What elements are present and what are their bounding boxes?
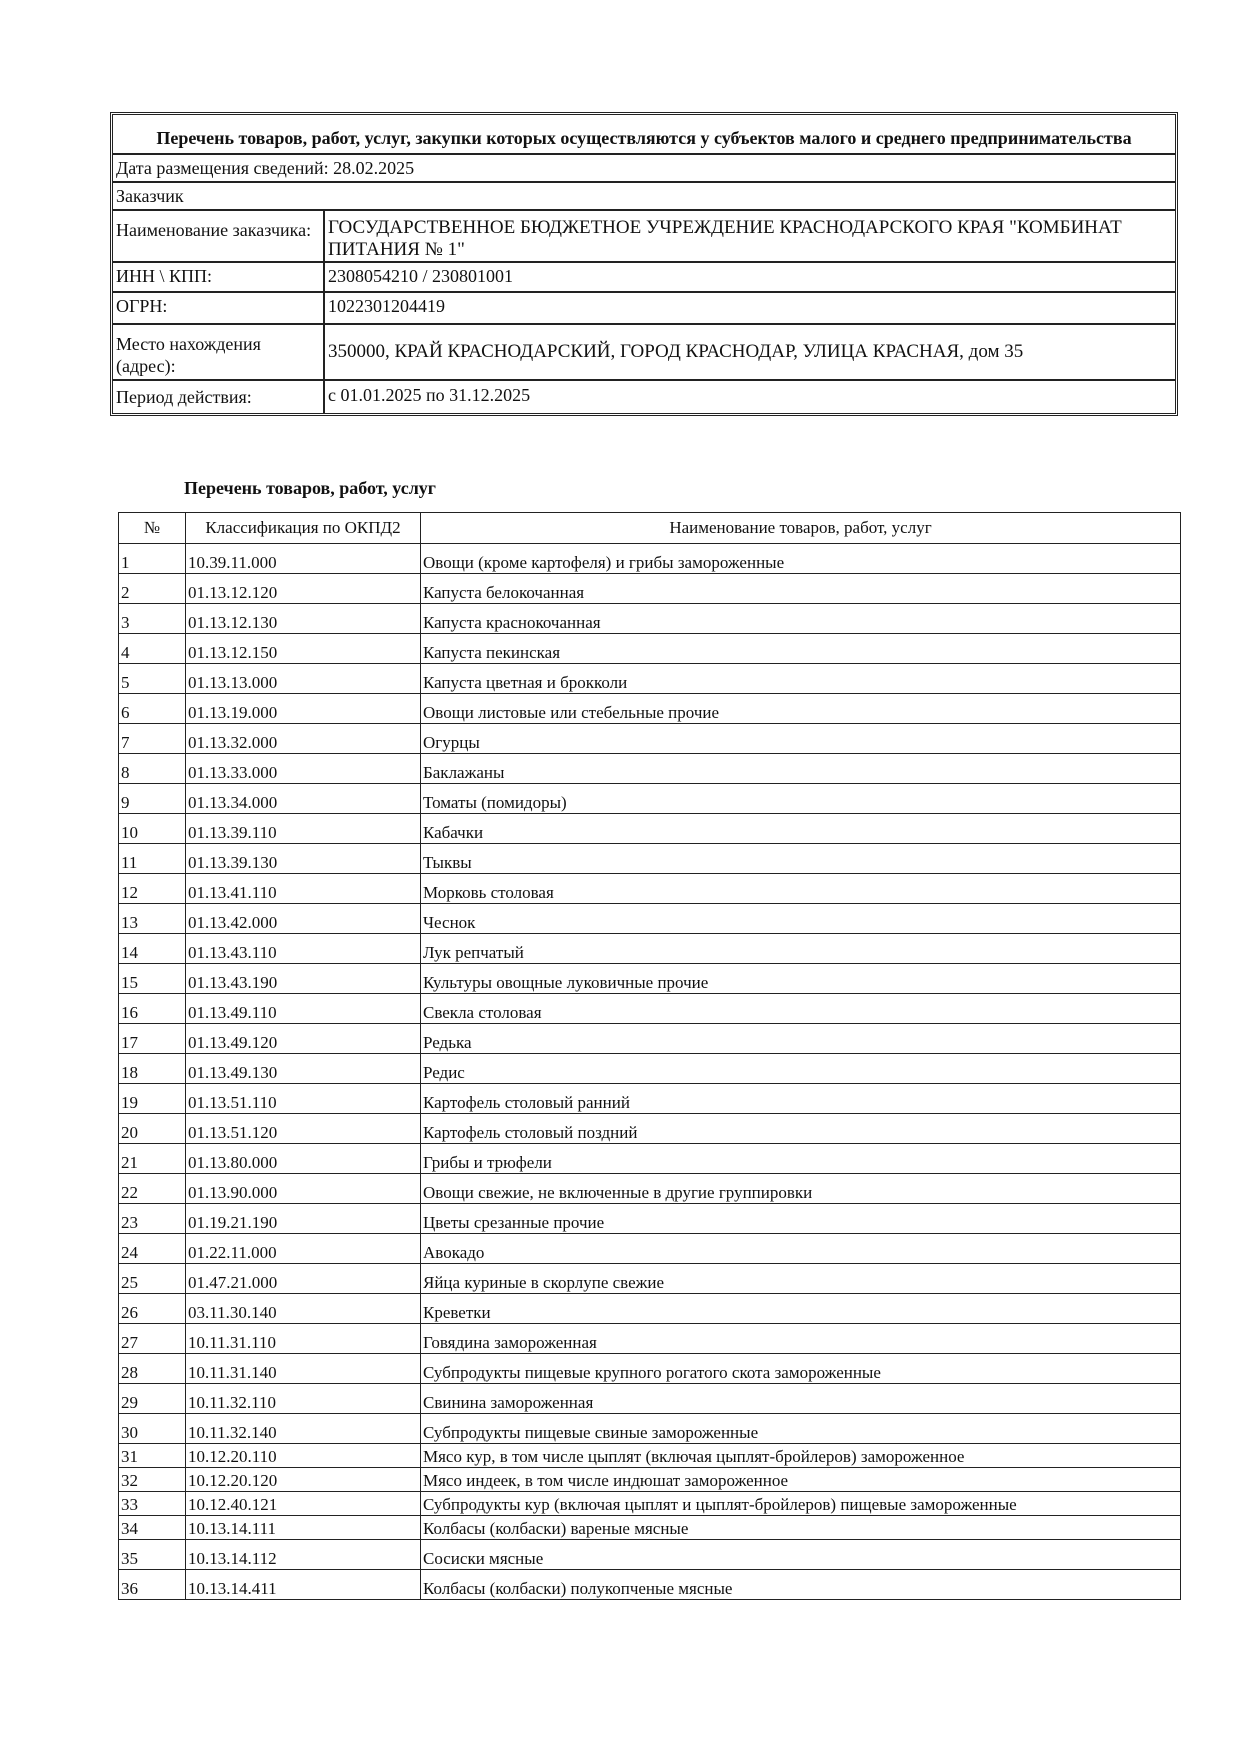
column-header-number: № — [119, 513, 186, 544]
row-okpd2-code: 01.13.12.120 — [186, 574, 421, 604]
row-item-name: Культуры овощные луковичные прочие — [421, 964, 1181, 994]
row-item-name: Томаты (помидоры) — [421, 784, 1181, 814]
table-row — [119, 724, 1181, 754]
row-number: 16 — [119, 994, 186, 1024]
row-number: 15 — [119, 964, 186, 994]
row-okpd2-code: 01.13.39.110 — [186, 814, 421, 844]
table-row — [119, 1468, 1181, 1492]
row-item-name: Сосиски мясные — [421, 1540, 1181, 1570]
row-item-name: Капуста цветная и брокколи — [421, 664, 1181, 694]
table-row — [119, 1264, 1181, 1294]
table-row — [119, 754, 1181, 784]
table-row — [119, 934, 1181, 964]
row-okpd2-code: 01.13.34.000 — [186, 784, 421, 814]
customer-info-block — [110, 112, 1178, 416]
row-okpd2-code: 03.11.30.140 — [186, 1294, 421, 1324]
row-item-name: Капуста пекинская — [421, 634, 1181, 664]
period-label: Период действия: — [113, 381, 325, 413]
ogrn-row — [113, 293, 1175, 325]
table-row — [119, 814, 1181, 844]
row-okpd2-code: 10.12.40.121 — [186, 1492, 421, 1516]
table-row — [119, 1084, 1181, 1114]
table-row — [119, 694, 1181, 724]
row-okpd2-code: 10.12.20.110 — [186, 1444, 421, 1468]
row-number: 12 — [119, 874, 186, 904]
address-value: 350000, КРАЙ КРАСНОДАРСКИЙ, ГОРОД КРАСНОДАР, УЛИЦА КРАСНАЯ, дом 35 — [328, 341, 1024, 362]
table-row — [119, 1570, 1181, 1600]
table-row — [119, 874, 1181, 904]
row-item-name: Кабачки — [421, 814, 1181, 844]
row-item-name: Лук репчатый — [421, 934, 1181, 964]
publication-date: Дата размещения сведений: 28.02.2025 — [116, 158, 415, 178]
row-okpd2-code: 10.13.14.111 — [186, 1516, 421, 1540]
row-okpd2-code: 01.13.43.190 — [186, 964, 421, 994]
title-row — [113, 115, 1175, 155]
row-item-name: Овощи свежие, не включенные в другие группировки — [421, 1174, 1181, 1204]
table-row — [119, 604, 1181, 634]
table-row — [119, 784, 1181, 814]
row-item-name: Капуста краснокочанная — [421, 604, 1181, 634]
row-okpd2-code: 01.13.32.000 — [186, 724, 421, 754]
row-item-name: Картофель столовый ранний — [421, 1084, 1181, 1114]
row-okpd2-code: 01.13.49.130 — [186, 1054, 421, 1084]
row-okpd2-code: 10.39.11.000 — [186, 544, 421, 574]
table-row — [119, 544, 1181, 574]
table-row — [119, 574, 1181, 604]
row-number: 6 — [119, 694, 186, 724]
row-okpd2-code: 10.11.32.140 — [186, 1414, 421, 1444]
row-number: 36 — [119, 1570, 186, 1600]
table-row — [119, 1516, 1181, 1540]
row-item-name: Креветки — [421, 1294, 1181, 1324]
row-item-name: Мясо индеек, в том числе индюшат замороженное — [421, 1468, 1181, 1492]
row-okpd2-code: 01.13.90.000 — [186, 1174, 421, 1204]
row-okpd2-code: 01.13.51.120 — [186, 1114, 421, 1144]
row-okpd2-code: 01.13.12.150 — [186, 634, 421, 664]
row-number: 13 — [119, 904, 186, 934]
table-row — [119, 1114, 1181, 1144]
row-item-name: Огурцы — [421, 724, 1181, 754]
row-item-name: Баклажаны — [421, 754, 1181, 784]
row-item-name: Цветы срезанные прочие — [421, 1204, 1181, 1234]
row-item-name: Колбасы (колбаски) полукопченые мясные — [421, 1570, 1181, 1600]
inn-kpp-value: 2308054210 / 230801001 — [328, 266, 514, 286]
row-okpd2-code: 01.19.21.190 — [186, 1204, 421, 1234]
inn-kpp-row — [113, 263, 1175, 293]
row-okpd2-code: 01.13.13.000 — [186, 664, 421, 694]
row-number: 35 — [119, 1540, 186, 1570]
row-number: 30 — [119, 1414, 186, 1444]
row-okpd2-code: 10.11.32.110 — [186, 1384, 421, 1414]
table-row — [119, 1174, 1181, 1204]
items-table — [118, 512, 1181, 1600]
period-value: с 01.01.2025 по 31.12.2025 — [328, 385, 531, 405]
table-row — [119, 964, 1181, 994]
row-item-name: Овощи листовые или стебельные прочие — [421, 694, 1181, 724]
row-number: 19 — [119, 1084, 186, 1114]
column-header-name: Наименование товаров, работ, услуг — [421, 513, 1181, 544]
row-item-name: Капуста белокочанная — [421, 574, 1181, 604]
row-number: 25 — [119, 1264, 186, 1294]
table-row — [119, 1024, 1181, 1054]
address-row — [113, 325, 1175, 381]
row-number: 3 — [119, 604, 186, 634]
row-okpd2-code: 01.13.43.110 — [186, 934, 421, 964]
row-item-name: Чеснок — [421, 904, 1181, 934]
row-item-name: Картофель столовый поздний — [421, 1114, 1181, 1144]
row-number: 24 — [119, 1234, 186, 1264]
table-row — [119, 1294, 1181, 1324]
row-number: 26 — [119, 1294, 186, 1324]
row-number: 7 — [119, 724, 186, 754]
row-okpd2-code: 10.12.20.120 — [186, 1468, 421, 1492]
column-header-okpd2: Классификация по ОКПД2 — [186, 513, 421, 544]
table-row — [119, 664, 1181, 694]
customer-name-value: ГОСУДАРСТВЕННОЕ БЮДЖЕТНОЕ УЧРЕЖДЕНИЕ КРАСНОДАРСКОГО КРАЯ "КОМБИНАТ ПИТАНИЯ № 1" — [328, 217, 1122, 260]
row-number: 2 — [119, 574, 186, 604]
row-item-name: Колбасы (колбаски) вареные мясные — [421, 1516, 1181, 1540]
date-row — [113, 155, 1175, 183]
row-number: 27 — [119, 1324, 186, 1354]
customer-section-row — [113, 183, 1175, 211]
table-row — [119, 1492, 1181, 1516]
table-row — [119, 1204, 1181, 1234]
row-okpd2-code: 01.13.39.130 — [186, 844, 421, 874]
row-number: 5 — [119, 664, 186, 694]
table-row — [119, 1540, 1181, 1570]
table-row — [119, 1444, 1181, 1468]
row-item-name: Говядина замороженная — [421, 1324, 1181, 1354]
row-item-name: Редис — [421, 1054, 1181, 1084]
row-item-name: Овощи (кроме картофеля) и грибы замороженные — [421, 544, 1181, 574]
row-okpd2-code: 10.13.14.411 — [186, 1570, 421, 1600]
row-okpd2-code: 01.13.41.110 — [186, 874, 421, 904]
row-number: 18 — [119, 1054, 186, 1084]
row-okpd2-code: 10.11.31.110 — [186, 1324, 421, 1354]
row-number: 1 — [119, 544, 186, 574]
row-okpd2-code: 01.47.21.000 — [186, 1264, 421, 1294]
table-row — [119, 844, 1181, 874]
row-number: 10 — [119, 814, 186, 844]
period-row — [113, 381, 1175, 413]
row-okpd2-code: 01.22.11.000 — [186, 1234, 421, 1264]
customer-section-label: Заказчик — [116, 186, 184, 206]
row-item-name: Морковь столовая — [421, 874, 1181, 904]
row-okpd2-code: 01.13.42.000 — [186, 904, 421, 934]
table-row — [119, 1414, 1181, 1444]
row-okpd2-code: 01.13.80.000 — [186, 1144, 421, 1174]
row-item-name: Субпродукты пищевые крупного рогатого скота замороженные — [421, 1354, 1181, 1384]
row-okpd2-code: 01.13.12.130 — [186, 604, 421, 634]
row-item-name: Субпродукты пищевые свиные замороженные — [421, 1414, 1181, 1444]
document-title: Перечень товаров, работ, услуг, закупки которых осуществляются у субъектов малого и среднего предпринимательства — [156, 128, 1132, 148]
row-item-name: Грибы и трюфели — [421, 1144, 1181, 1174]
row-item-name: Редька — [421, 1024, 1181, 1054]
table-row — [119, 994, 1181, 1024]
row-number: 22 — [119, 1174, 186, 1204]
row-item-name: Субпродукты кур (включая цыплят и цыплят-бройлеров) пищевые замороженные — [421, 1492, 1181, 1516]
table-header-row — [119, 513, 1181, 544]
row-okpd2-code: 01.13.33.000 — [186, 754, 421, 784]
inn-kpp-label: ИНН \ КПП: — [113, 263, 325, 291]
table-row — [119, 1384, 1181, 1414]
customer-name-label: Наименование заказчика: — [113, 211, 325, 261]
row-number: 4 — [119, 634, 186, 664]
row-okpd2-code: 01.13.49.120 — [186, 1024, 421, 1054]
row-item-name: Свекла столовая — [421, 994, 1181, 1024]
row-item-name: Свинина замороженная — [421, 1384, 1181, 1414]
row-number: 34 — [119, 1516, 186, 1540]
table-row — [119, 1144, 1181, 1174]
row-number: 8 — [119, 754, 186, 784]
row-number: 29 — [119, 1384, 186, 1414]
row-okpd2-code: 10.11.31.140 — [186, 1354, 421, 1384]
table-row — [119, 634, 1181, 664]
address-label: Место нахождения (адрес): — [113, 325, 325, 379]
row-number: 23 — [119, 1204, 186, 1234]
row-okpd2-code: 10.13.14.112 — [186, 1540, 421, 1570]
table-row — [119, 1354, 1181, 1384]
table-row — [119, 1324, 1181, 1354]
ogrn-label: ОГРН: — [113, 293, 325, 323]
table-row — [119, 1054, 1181, 1084]
row-number: 11 — [119, 844, 186, 874]
row-number: 14 — [119, 934, 186, 964]
row-okpd2-code: 01.13.51.110 — [186, 1084, 421, 1114]
row-number: 33 — [119, 1492, 186, 1516]
row-okpd2-code: 01.13.19.000 — [186, 694, 421, 724]
row-number: 28 — [119, 1354, 186, 1384]
table-row — [119, 904, 1181, 934]
row-number: 17 — [119, 1024, 186, 1054]
row-number: 9 — [119, 784, 186, 814]
customer-name-row — [113, 211, 1175, 263]
row-number: 20 — [119, 1114, 186, 1144]
row-item-name: Авокадо — [421, 1234, 1181, 1264]
row-item-name: Яйца куриные в скорлупе свежие — [421, 1264, 1181, 1294]
row-number: 31 — [119, 1444, 186, 1468]
table-row — [119, 1234, 1181, 1264]
ogrn-value: 1022301204419 — [328, 296, 445, 316]
row-item-name: Мясо кур, в том числе цыплят (включая цыплят-бройлеров) замороженное — [421, 1444, 1181, 1468]
row-item-name: Тыквы — [421, 844, 1181, 874]
row-number: 32 — [119, 1468, 186, 1492]
row-number: 21 — [119, 1144, 186, 1174]
row-okpd2-code: 01.13.49.110 — [186, 994, 421, 1024]
list-title: Перечень товаров, работ, услуг — [184, 478, 436, 498]
